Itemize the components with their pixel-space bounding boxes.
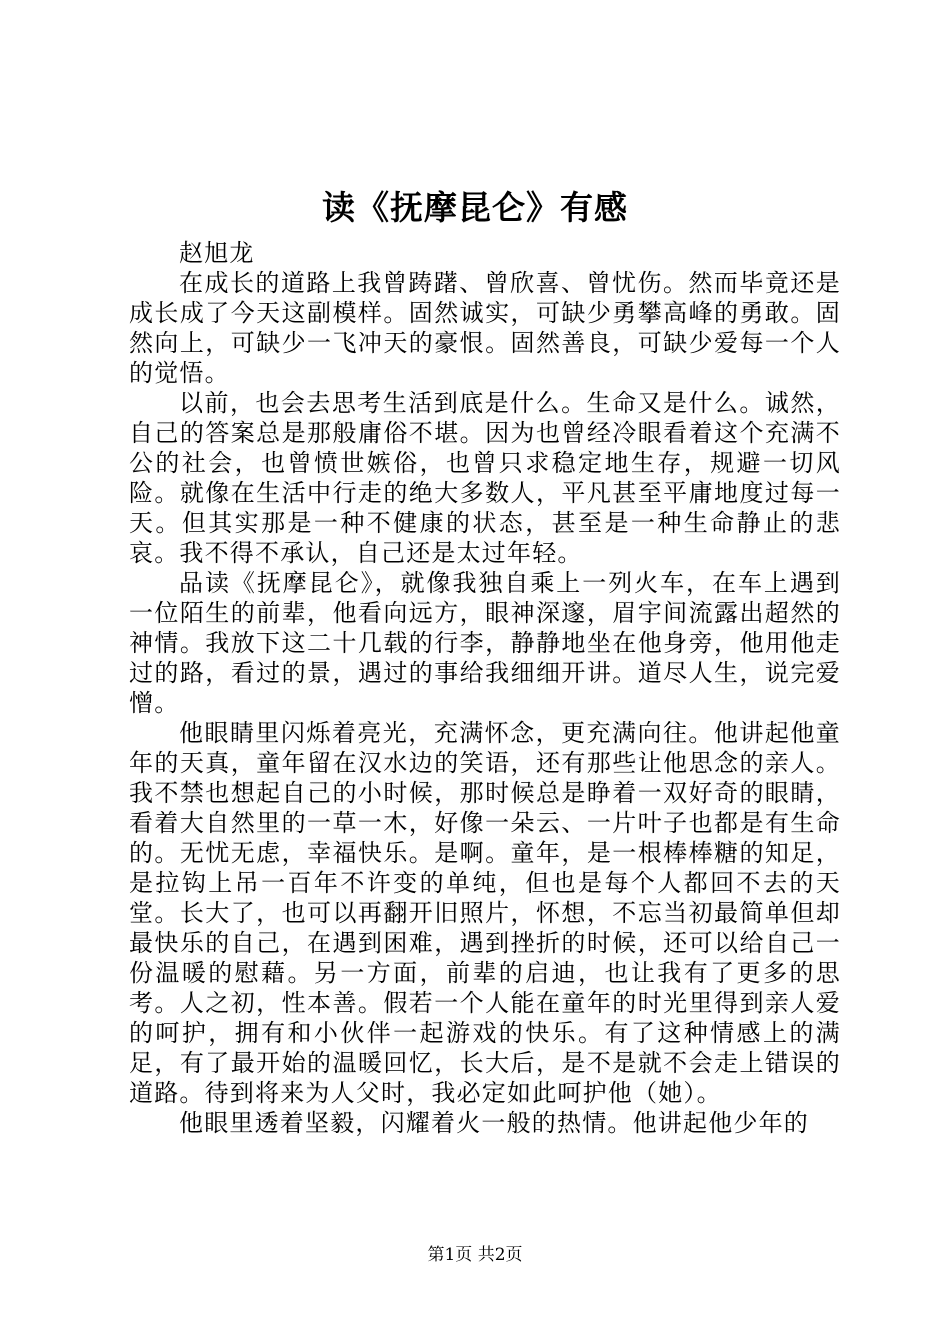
paragraph-5: 他眼里透着坚毅，闪耀着火一般的热情。他讲起他少年的 [179, 1109, 809, 1137]
document-title: 读《抚摩昆仑》有感 [322, 188, 628, 227]
paragraph-2: 以前，也会去思考生活到底是什么。生命又是什么。诚然，自己的答案总是那般庸俗不堪。因为也曾经冷眼看着这个充满不公的社会，也曾愤世嫉俗，也曾只求稳定地生存，规避一切风险。就像在生活中行走的绝大多数人，平凡甚至平庸地度过每一天。但其实那是一种不健康的状态，甚至是一种生命静止的悲哀。我不得不承认，自己还是太过年轻。 [129, 389, 841, 567]
author-name: 赵旭龙 [179, 239, 255, 267]
document-body [129, 238, 841, 1138]
page-footer: 第1页 共2页 [427, 1245, 523, 1265]
paragraph-4: 他眼睛里闪烁着亮光，充满怀念，更充满向往。他讲起他童年的天真，童年留在汉水边的笑语，还有那些让他思念的亲人。我不禁也想起自己的小时候，那时候总是睁着一双好奇的眼睛，看着大自然里的一草一木，好像一朵云、一片叶子也都是有生命的。无忧无虑，幸福快乐。是啊。童年，是一根棒棒糖的知足，是拉钩上吊一百年不许变的单纯，但也是每个人都回不去的天堂。长大了，也可以再翻开旧照片，怀想，不忘当初最简单但却最快乐的自己，在遇到困难，遇到挫折的时候，还可以给自己一份温暖的慰藉。另一方面，前辈的启迪，也让我有了更多的思考。人之初，性本善。假若一个人能在童年的时光里得到亲人爱的呵护，拥有和小伙伴一起游戏的快乐。有了这种情感上的满足，有了最开始的温暖回忆，长大后，是不是就不会走上错误的道路。待到将来为人父时，我必定如此呵护他（她）。 [129, 719, 841, 1107]
paragraph-1: 在成长的道路上我曾踌躇、曾欣喜、曾忧伤。然而毕竟还是成长成了今天这副模样。固然诚实，可缺少勇攀高峰的勇敢。固然向上，可缺少一飞冲天的豪恨。固然善良，可缺少爱每一个人的觉悟。 [129, 269, 841, 387]
paragraph-3: 品读《抚摩昆仑》，就像我独自乘上一列火车，在车上遇到一位陌生的前辈，他看向远方，眼神深邃，眉宇间流露出超然的神情。我放下这二十几载的行李，静静地坐在他身旁，他用他走过的路，看过的景，遇过的事给我细细开讲。道尽人生，说完爱憎。 [129, 569, 841, 717]
